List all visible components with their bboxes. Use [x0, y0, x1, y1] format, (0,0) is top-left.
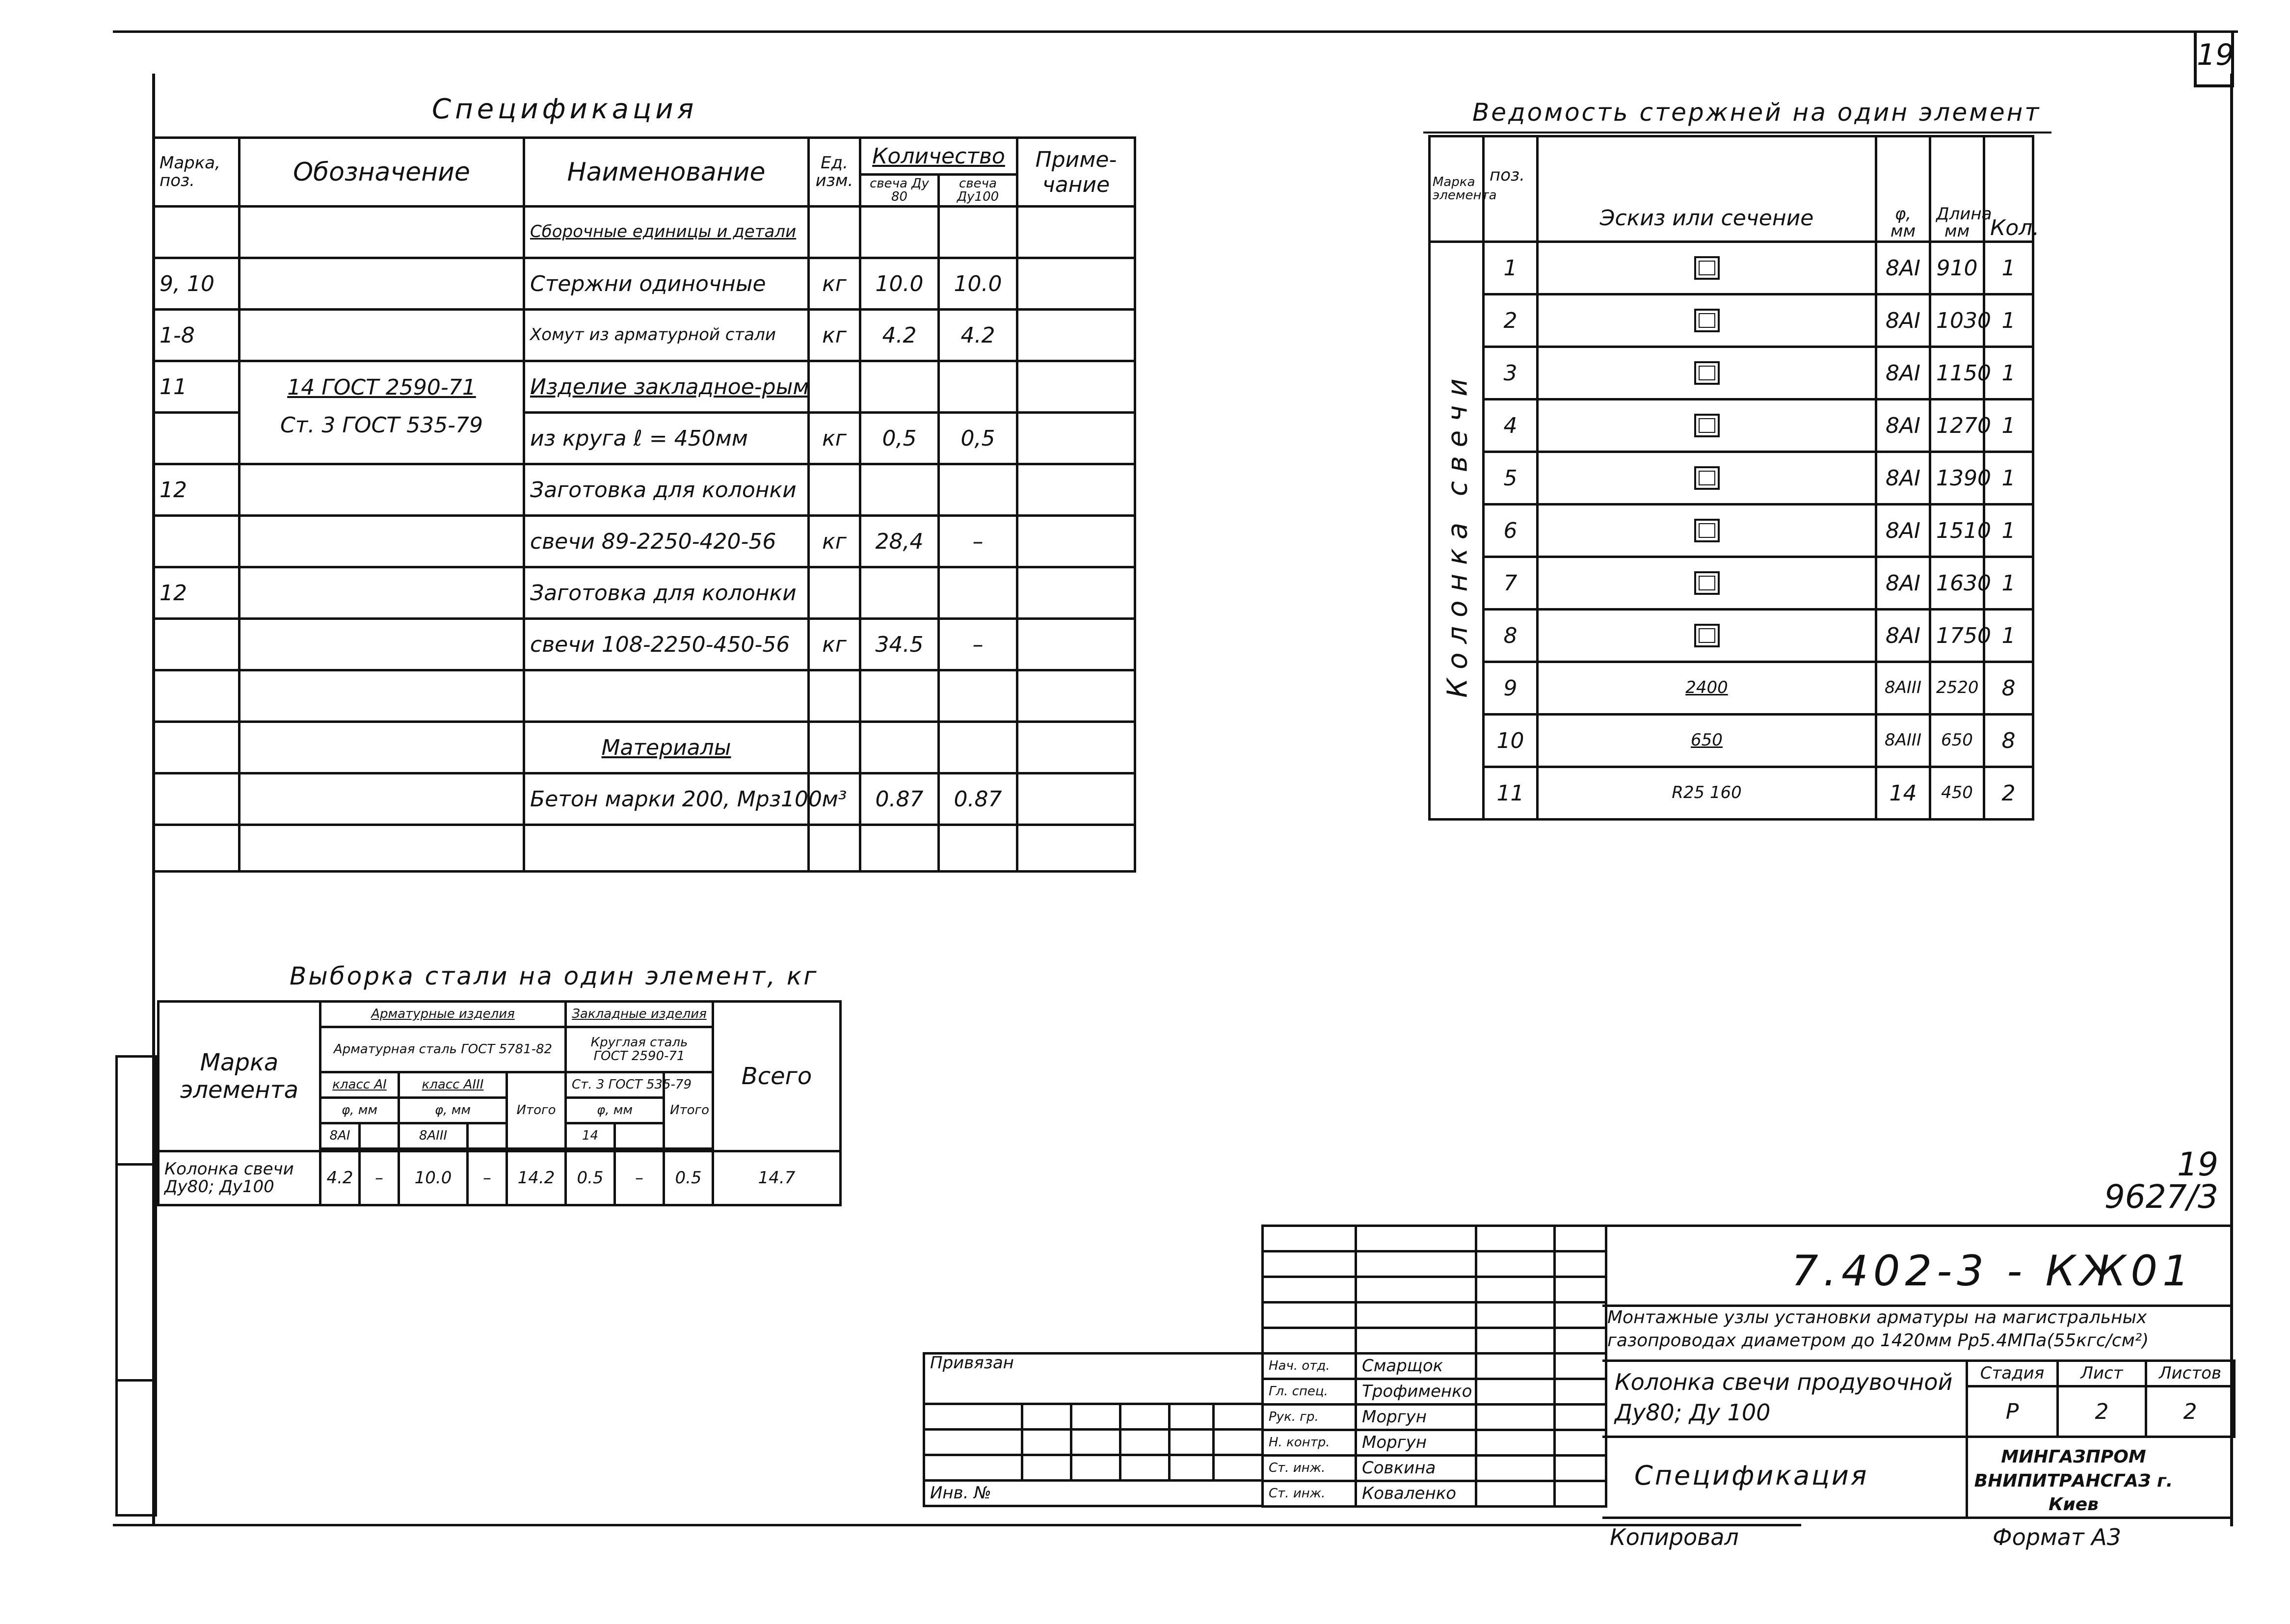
table-row: 2 8AI 1030 1 [1430, 294, 2033, 347]
table-row: 11 14 ГОСТ 2590-71 Изделие закладное-рым [154, 361, 1135, 413]
rods-title-underline [1423, 132, 2051, 133]
table-row: 5 8AI 1390 1 [1430, 452, 2033, 505]
signature [1476, 1430, 1555, 1456]
rods-element-name: Колонка свечи [1430, 242, 1484, 820]
table-row: 3 8AI 1150 1 [1430, 347, 2033, 399]
rods-head-sketch: Эскиз или сечение [1538, 136, 1876, 242]
stage-value: Р [1967, 1386, 2058, 1437]
organization: МИНГАЗПРОМ ВНИПИТРАНСГАЗ г. Киев [1974, 1447, 2173, 1515]
sheet-number-box: 19 [2194, 30, 2234, 87]
binding-strip-divider [115, 1163, 157, 1166]
spec-head-qty80: свеча Ду 80 [860, 175, 939, 207]
spec-head-qty100: свеча Ду100 [939, 175, 1017, 207]
steel-head-round-steel: Круглая сталь ГОСТ 2590-71 [566, 1027, 713, 1072]
stage-header: Стадия [1967, 1361, 2058, 1386]
spec-head-designation: Обозначение [240, 138, 524, 207]
table-row: 10 650 8AIII 650 8 [1430, 715, 2033, 767]
project-title: Монтажные узлы установки арматуры на магистральных газопроводах диаметром до 1420мм Рр5.4МПа(55кгс/см²) [1607, 1307, 2149, 1351]
signature [1476, 1354, 1555, 1379]
table-row: Ст. инж. Совкина [1263, 1456, 1606, 1481]
spec-table [152, 136, 1136, 873]
steel-head-class-a1: класс AI [320, 1072, 399, 1098]
table-row: Ст. 3 ГОСТ 535-79 из круга ℓ = 450мм кг 0,5 0,5 [154, 413, 1135, 464]
steel-head-arm-steel: Арматурная сталь ГОСТ 5781-82 [320, 1027, 566, 1072]
steel-head-mark: Марка элемента [159, 1002, 320, 1151]
table-row [154, 670, 1135, 722]
table-row: 9 2400 8AIII 2520 8 [1430, 662, 2033, 715]
table-row: 1-8 Хомут из арматурной стали кг 4.2 4.2 [154, 310, 1135, 361]
steel-table: Марка элемента Арматурные изделия Закладные изделия Всего Арматурная сталь ГОСТ 5781-82 Круглая сталь ГОСТ 2590-71 класс AI класс AIII Итого Ст. 3 ГОСТ 535-79 Итого φ, мм φ, мм φ, мм 8AI 8AIII 14 Колонка свечи Ду80; Ду100 4.2 – 10.0 – 14.2 0.5 – 0.5 14.7 [157, 1000, 842, 1206]
signature [1476, 1456, 1555, 1481]
table-row: Нач. отд. Смарщок [1263, 1354, 1606, 1379]
bottom-border-line [113, 1524, 1801, 1526]
rods-title: Ведомость стержней на один элемент [1472, 98, 2041, 127]
spec-head-qty: Количество [860, 138, 1017, 175]
table-row: Колонка свечи Ду80; Ду100 4.2 – 10.0 – 14.2 0.5 – 0.5 14.7 [159, 1151, 841, 1205]
steel-head-class-a3: класс AIII [399, 1072, 507, 1098]
rods-head-qty: Кол. [1984, 136, 2033, 242]
table-row: 11 R25 160 14 450 2 [1430, 767, 2033, 820]
table-row: 8 8AI 1750 1 [1430, 610, 2033, 662]
steel-head-round-steel2: Ст. 3 ГОСТ 535-79 [566, 1072, 664, 1098]
sheets-header: Листов [2146, 1361, 2235, 1386]
signature [1476, 1405, 1555, 1430]
spec-head-unit: Ед. изм. [809, 138, 860, 207]
table-row: Ст. инж. Коваленко [1263, 1481, 1606, 1507]
spec-head-mark: Марка, поз. [154, 138, 240, 207]
signature [1476, 1379, 1555, 1405]
inv-label: Инв. № [924, 1481, 1263, 1506]
sheet-value: 2 [2058, 1386, 2146, 1437]
table-row: свечи 108-2250-450-56 кг 34.5 – [154, 619, 1135, 670]
sheet-format: Формат А3 [1993, 1524, 2121, 1550]
copied-by: Копировал [1610, 1524, 1739, 1550]
table-row: 7 8AI 1630 1 [1430, 557, 2033, 610]
steel-title: Выборка стали на один элемент, кг [290, 962, 819, 990]
rods-head-dia: φ, мм [1876, 136, 1930, 242]
spec-head-name: Наименование [524, 138, 809, 207]
spec-title: Спецификация [432, 93, 698, 125]
spec-head-note: Приме- чание [1017, 138, 1135, 207]
table-row: Материалы [154, 722, 1135, 773]
steel-head-embedded: Закладные изделия [566, 1002, 713, 1027]
rods-head-element: Марка элемента [1430, 136, 1484, 242]
rods-head-length: Длина мм [1930, 136, 1984, 242]
drawing-code: 7.402-3 - КЖ01 [1791, 1247, 2194, 1296]
inventory-number: 19 9627/3 [2104, 1145, 2218, 1216]
sheet-header: Лист [2058, 1361, 2146, 1386]
steel-head-total: Всего [713, 1002, 841, 1151]
table-row: Бетон марки 200, Мрз100 м³ 0.87 0.87 [154, 773, 1135, 825]
sheets-value: 2 [2146, 1386, 2235, 1437]
table-row: свечи 89-2250-420-56 кг 28,4 – [154, 516, 1135, 567]
signature [1476, 1481, 1555, 1507]
rod-sketch [1538, 242, 1876, 294]
rods-table [1428, 135, 2040, 821]
binding-strip-divider [115, 1379, 157, 1382]
sheet-title: Спецификация [1634, 1460, 1869, 1491]
bound-label: Привязан [924, 1354, 1263, 1404]
table-row: 12 Заготовка для колонки [154, 464, 1135, 516]
table-row: Сборочные единицы и детали [154, 207, 1135, 258]
stage-table [1966, 1359, 2236, 1438]
table-row: 9, 10 Стержни одиночные кг 10.0 10.0 [154, 258, 1135, 310]
table-row: 12 Заготовка для колонки [154, 567, 1135, 619]
steel-head-arm-items: Арматурные изделия [320, 1002, 566, 1027]
top-border-line [113, 30, 2238, 33]
table-row: Рук. гр. Моргун [1263, 1405, 1606, 1430]
signatures-table [1261, 1225, 1607, 1508]
binding-strip [115, 1055, 157, 1517]
steel-head-subtotal1: Итого [507, 1072, 566, 1149]
table-row: Гл. спец. Трофименко [1263, 1379, 1606, 1405]
table-row: Н. контр. Моргун [1263, 1430, 1606, 1456]
drawing-name: Колонка свечи продувочной Ду80; Ду 100 [1615, 1369, 1953, 1426]
steel-head-subtotal2: Итого [664, 1072, 713, 1149]
table-row: 6 8AI 1510 1 [1430, 505, 2033, 557]
table-row: Колонка свечи 1 8AI 910 1 [1430, 242, 2033, 294]
rods-head-pos: поз. [1484, 136, 1538, 242]
table-row: 4 8AI 1270 1 [1430, 399, 2033, 452]
table-row [154, 825, 1135, 872]
binding-table [923, 1352, 1264, 1507]
